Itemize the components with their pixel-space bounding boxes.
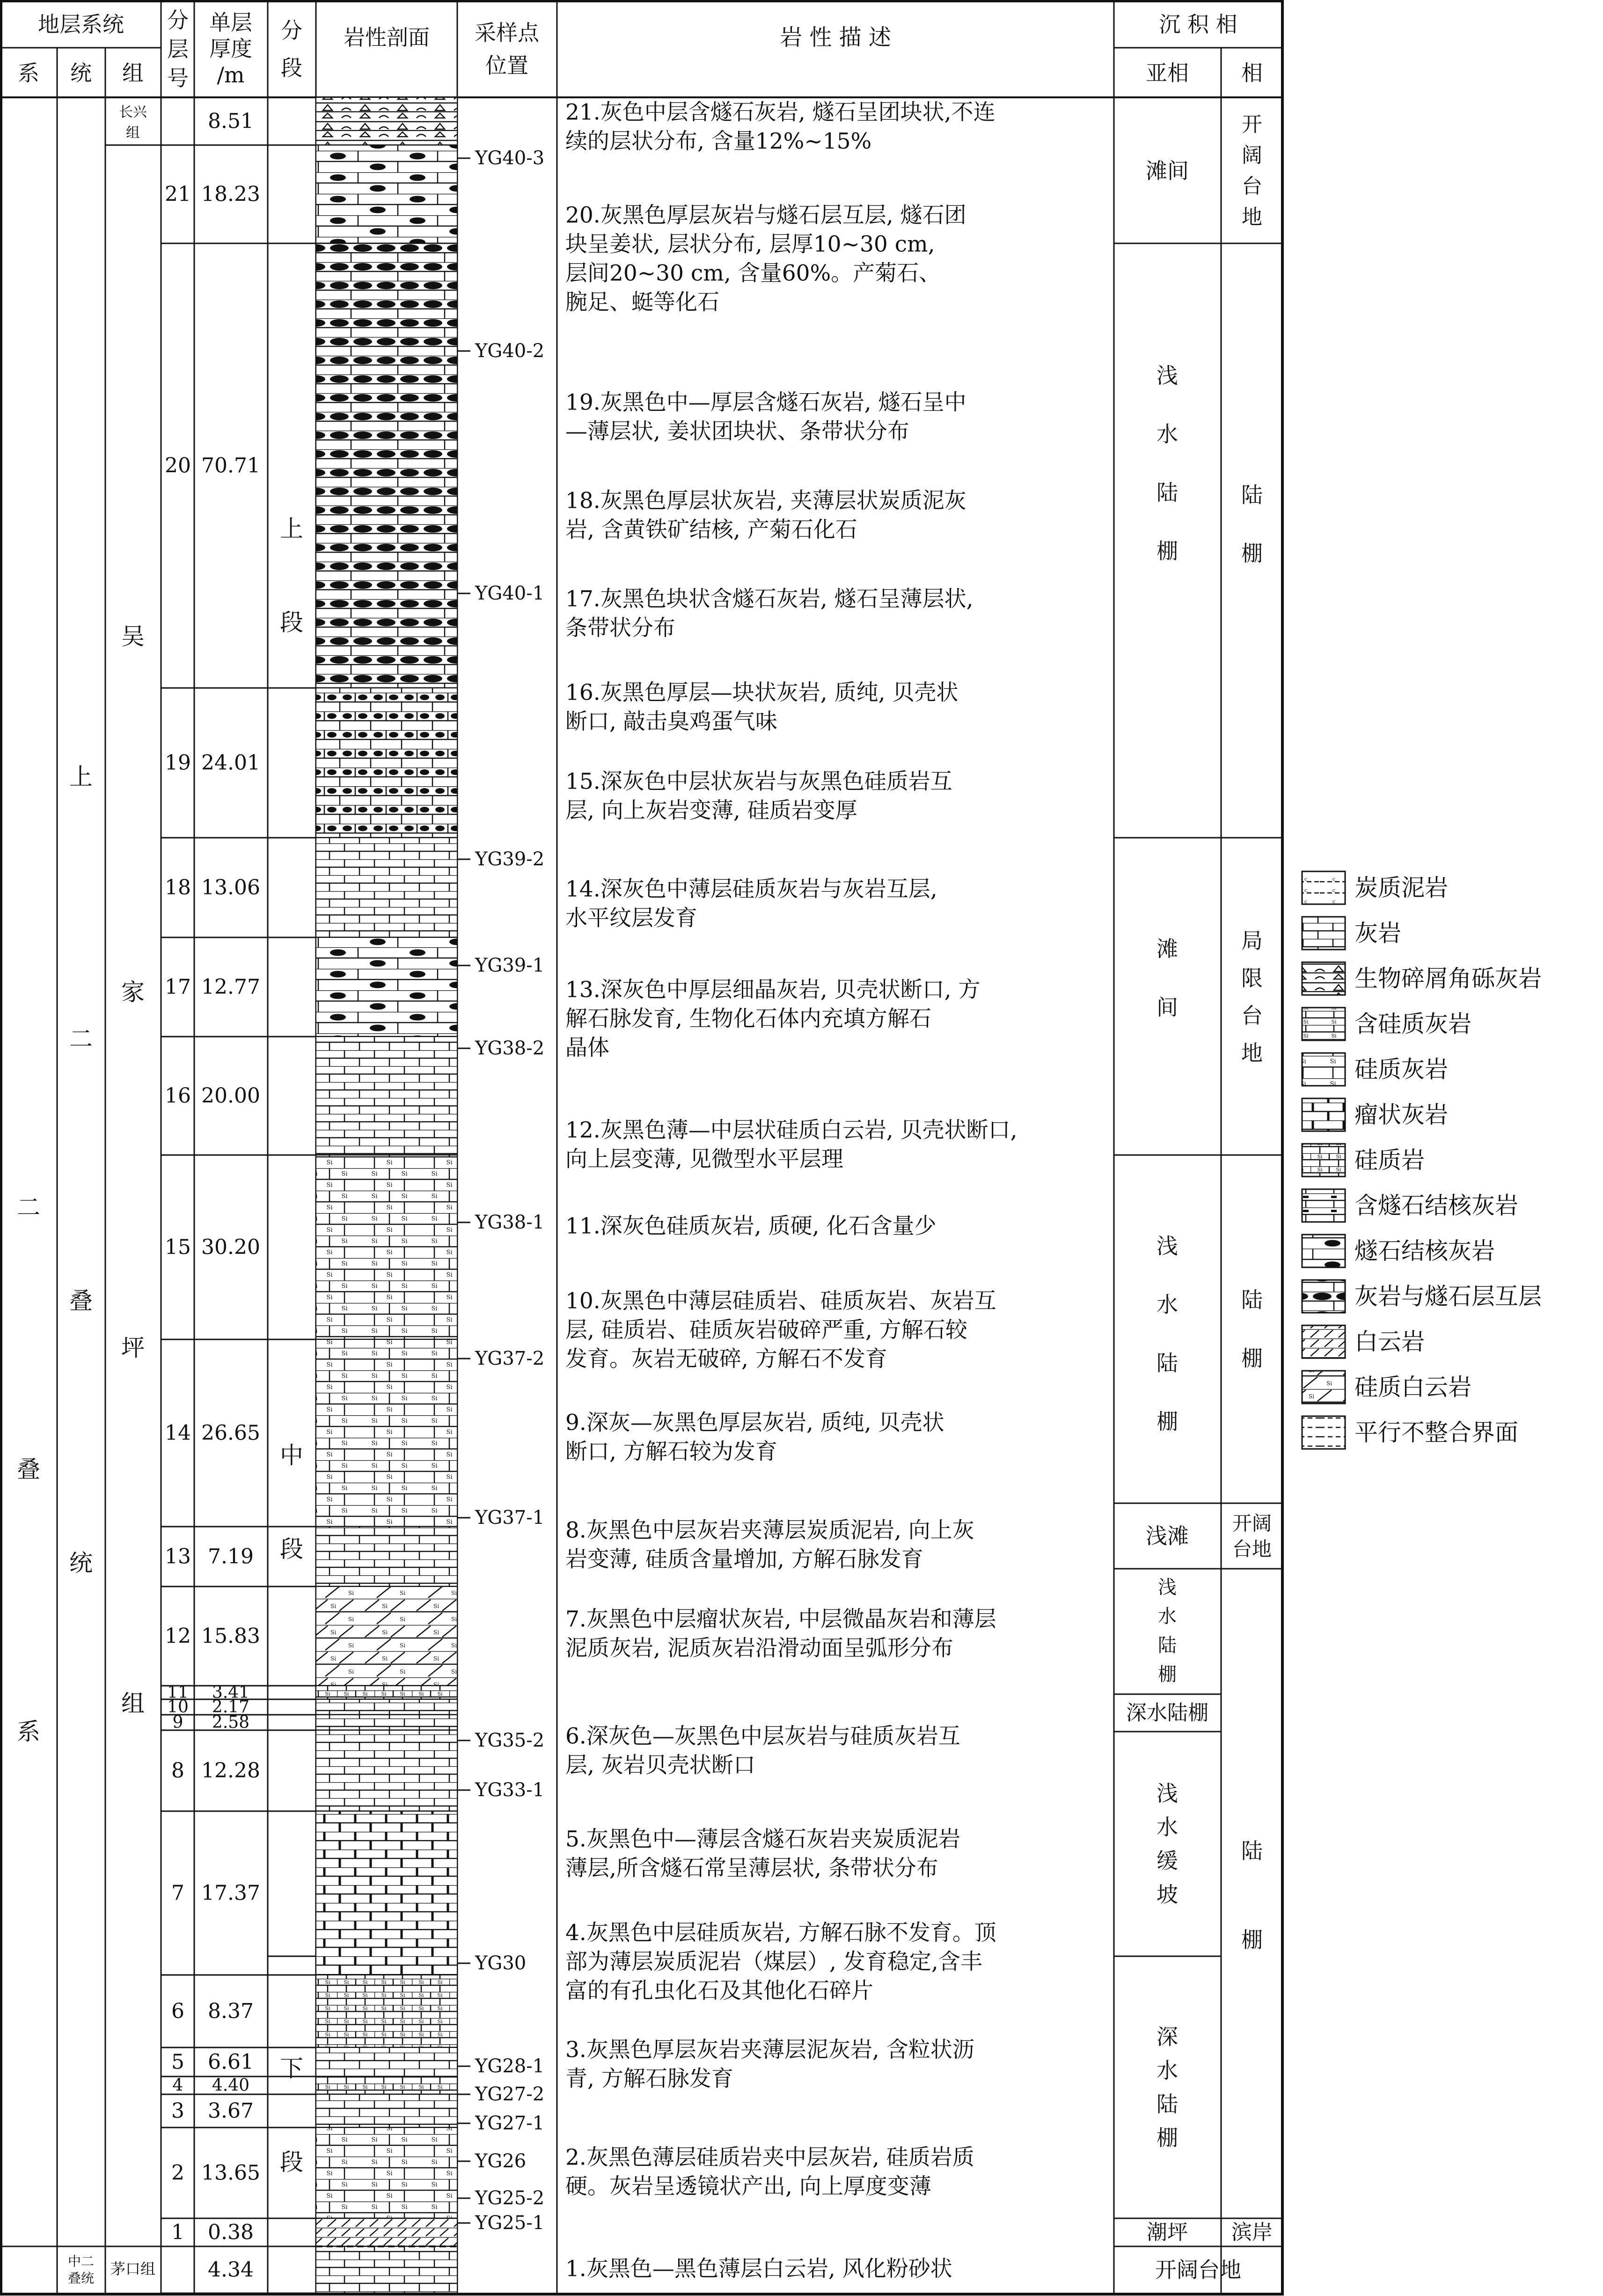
legend-label-dolomite: 白云岩 [1354, 1328, 1425, 1355]
subfacies-shallow-shelf-3-char: 棚 [1158, 1664, 1177, 1685]
sample-YG35-2: YG35-2 [475, 1730, 545, 1751]
lith-layer-21 [316, 145, 457, 243]
lith-layer-1 [316, 2218, 457, 2246]
layer-number: 17 [165, 975, 191, 999]
segment-middle-char: 中 [280, 1442, 303, 1469]
legend-swatch-chert_ls_inter [1302, 1280, 1345, 1313]
header-subdivision-char: 分 [281, 18, 302, 43]
facies-shelf-3-char: 陆 [1241, 1838, 1263, 1864]
header-system: 系 [18, 60, 39, 86]
layer-thickness: 12.77 [201, 975, 260, 999]
layer-thickness: 3.41 [212, 1683, 250, 1702]
header-lith-column: 岩性剖面 [344, 25, 430, 50]
legend-swatch-silic_ls [1302, 1053, 1345, 1086]
series-label-upper-char: 二 [69, 1025, 93, 1053]
formation-wujiaping-char: 坪 [121, 1334, 145, 1361]
sample-YG26: YG26 [475, 2150, 527, 2172]
sample-YG30: YG30 [475, 1952, 527, 1974]
layer-number: 8 [171, 1759, 184, 1783]
layer-thickness: 70.71 [201, 453, 260, 478]
header-thickness-3: /m [217, 62, 245, 88]
formation-wujiaping-char: 吴 [121, 623, 145, 650]
lith-layer-4 [316, 2077, 457, 2094]
subfacies-shallow-shelf-2-char: 水 [1157, 1292, 1178, 1317]
formation-maokou: 茅口组 [110, 2260, 156, 2278]
legend-swatch-carb_mud [1302, 871, 1345, 904]
facies-restricted-platform-char: 台 [1241, 1003, 1263, 1028]
description-17: 条带状分布 [565, 615, 675, 641]
description-3: 3.灰黑色厚层灰岩夹薄层泥灰岩, 含粒状沥 [565, 2037, 974, 2063]
legend-swatch-si_ls [1302, 1008, 1345, 1040]
header-subfacies: 亚相 [1146, 60, 1189, 86]
legend-swatch-unconf [1302, 1416, 1345, 1449]
description-8: 岩变薄, 硅质含量增加, 方解石脉发育 [565, 1546, 923, 1572]
description-18: 18.灰黑色厚层状灰岩, 夹薄层状炭质泥灰 [565, 488, 966, 514]
subfacies-shallow-ramp [1157, 1781, 1178, 1907]
description-20: 层间20~30 cm, 含量60%。产菊石、 [565, 260, 941, 286]
layer-number: 2 [171, 2161, 184, 2185]
lith-layer-x22 [316, 2246, 457, 2293]
lith-layer-2 [316, 2128, 457, 2218]
description-20: 20.灰黑色厚层灰岩与燧石层互层, 燧石团 [565, 202, 966, 228]
lith-layer-20 [316, 243, 457, 688]
legend-label-limestone: 灰岩 [1354, 920, 1401, 947]
subfacies-shallow-ramp-char: 水 [1157, 1814, 1178, 1840]
layer-thickness: 7.19 [208, 1544, 254, 1569]
lith-layer-17 [316, 937, 457, 1037]
layer-number: 10 [167, 1697, 189, 1717]
header-thickness-1: 单层 [209, 10, 252, 35]
facies-restricted-platform-char: 地 [1241, 1040, 1263, 1066]
facies-shelf-2 [1241, 1287, 1263, 1371]
subfacies-shallow-shelf-2-char: 陆 [1157, 1350, 1178, 1376]
facies-shelf-2-char: 棚 [1241, 1345, 1263, 1371]
layer-number: 16 [165, 1084, 191, 1108]
layer-thickness: 15.83 [201, 1624, 260, 1648]
lithology-descriptions [565, 100, 1017, 2282]
layer-thickness: 17.37 [201, 1881, 260, 1905]
subfacies-shallow-shelf-2-char: 浅 [1157, 1233, 1178, 1259]
lith-layer-9 [316, 1715, 457, 1730]
facies-open-platform-2a: 开阔 [1232, 1512, 1272, 1535]
description-7: 7.灰黑色中层瘤状灰岩, 中层微晶灰岩和薄层 [565, 1606, 996, 1632]
legend-swatch-siliceous [1302, 1144, 1345, 1177]
facies-open-platform-1-char: 开 [1242, 112, 1262, 137]
facies-shelf-1-char: 棚 [1241, 541, 1263, 566]
description-5: 5.灰黑色中—薄层含燧石灰岩夹炭质泥岩 [565, 1826, 960, 1852]
series-label-upper [69, 763, 93, 1577]
lith-layer-19 [316, 688, 457, 838]
subfacies-shallow-shelf-2 [1157, 1234, 1178, 1434]
description-7: 泥质灰岩, 泥质灰岩沿滑动面呈弧形分布 [565, 1635, 953, 1661]
facies-shore: 滨岸 [1231, 2220, 1273, 2245]
description-8: 8.灰黑色中层灰岩夹薄层炭质泥岩, 向上灰 [565, 1517, 974, 1543]
header-subdivision-char: 段 [281, 55, 302, 80]
layer-number: 6 [171, 1999, 184, 2023]
legend-label-siliceous: 硅质岩 [1354, 1147, 1425, 1174]
layer-thickness: 3.67 [208, 2099, 254, 2123]
lith-layer-5 [316, 2047, 457, 2077]
layer-number: 20 [165, 453, 191, 478]
header-series: 统 [70, 60, 92, 86]
layer-number: 9 [172, 1713, 183, 1732]
facies-restricted-platform-char: 限 [1241, 965, 1263, 991]
sample-YG38-2: YG38-2 [475, 1038, 545, 1059]
layer-thickness: 24.01 [201, 751, 260, 775]
layer-number: 3 [171, 2099, 184, 2123]
series-label-upper-char: 上 [69, 763, 93, 790]
description-4: 4.灰黑色中层硅质灰岩, 方解石脉不发育。顶 [565, 1920, 996, 1946]
system-label-char: 系 [17, 1718, 40, 1745]
subfacies-shallow-shelf-1 [1157, 363, 1178, 564]
lith-layer-x0 [316, 97, 457, 145]
lith-layer-14 [316, 1339, 457, 1527]
layer-number: 15 [165, 1235, 191, 1259]
layer-thickness: 12.28 [201, 1759, 260, 1783]
sample-YG40-1: YG40-1 [475, 583, 545, 604]
subfacies-shallow-shelf-1-char: 水 [1157, 421, 1178, 447]
subfacies-tanjian-upper: 滩间 [1146, 158, 1189, 183]
layer-thickness: 13.06 [201, 876, 260, 899]
sample-YG27-2: YG27-2 [475, 2084, 545, 2105]
facies-shelf-3 [1241, 1838, 1263, 1952]
segment-middle [280, 1442, 303, 1563]
subfacies-shallow-shelf-3-char: 陆 [1158, 1635, 1177, 1656]
segment-upper [280, 515, 303, 636]
layer-number: 14 [165, 1421, 191, 1445]
lith-layer-6 [316, 1975, 457, 2047]
lith-layer-11 [316, 1686, 457, 1699]
sample-YG25-2: YG25-2 [475, 2187, 545, 2209]
legend [1302, 871, 1542, 1449]
lith-layer-8 [316, 1730, 457, 1811]
sample-YG40-3: YG40-3 [475, 147, 545, 169]
layer-number: 13 [165, 1544, 191, 1569]
header-strat-system: 地层系统 [38, 12, 124, 37]
layer-number: 19 [165, 751, 191, 775]
header-description: 岩 性 描 述 [780, 24, 891, 51]
system-label-char: 叠 [17, 1456, 40, 1483]
subfacies-shallow-shelf-2-char: 棚 [1157, 1409, 1178, 1434]
description-20: 块呈姜状, 层状分布, 层厚10~30 cm, [565, 231, 935, 257]
sample-YG40-2: YG40-2 [475, 340, 545, 362]
segment-upper-char: 上 [280, 515, 303, 542]
description-5: 薄层,所含燧石常呈薄层状, 条带状分布 [565, 1855, 938, 1881]
legend-swatch-limestone [1302, 917, 1345, 950]
lith-layer-7 [316, 1811, 457, 1975]
subfacies-shallow-shelf-1-char: 棚 [1157, 538, 1178, 564]
description-6: 6.深灰色—灰黑色中层灰岩与硅质灰岩互 [565, 1723, 960, 1749]
description-4: 富的有孔虫化石及其他化石碎片 [565, 1978, 873, 2004]
description-16: 断口, 敲击臭鸡蛋气味 [565, 709, 777, 735]
layer-number: 18 [165, 876, 191, 899]
facies-open-platform-2b: 台地 [1232, 1537, 1272, 1561]
sample-YG39-1: YG39-1 [475, 955, 545, 976]
subfacies-deep-shelf-1: 深水陆棚 [1126, 1701, 1208, 1725]
header-layer-no-char: 号 [167, 66, 189, 91]
legend-label-chertnod_ls: 燧石结核灰岩 [1354, 1237, 1495, 1265]
subfacies-deep-shelf-2-char: 水 [1157, 2058, 1178, 2083]
description-2: 2.灰黑色薄层硅质岩夹中层灰岩, 硅质岩质 [565, 2144, 974, 2171]
description-10: 层, 硅质岩、硅质灰岩破碎严重, 方解石较 [565, 1317, 967, 1343]
legend-label-biocl: 生物碎屑角砾灰岩 [1354, 965, 1542, 992]
description-9: 9.深灰—灰黑色厚层灰岩, 质纯, 贝壳状 [565, 1410, 944, 1436]
segment-upper-char: 段 [280, 609, 303, 636]
description-12: 12.灰黑色薄—中层状硅质白云岩, 贝壳状断口, [565, 1117, 1017, 1143]
layer-number: 12 [165, 1624, 191, 1648]
layer-thickness: 30.20 [201, 1235, 260, 1259]
layer-thickness: 2.17 [212, 1697, 250, 1717]
facies-shelf-3-char: 棚 [1241, 1927, 1263, 1952]
legend-swatch-silic_dolo [1302, 1371, 1345, 1404]
description-13: 13.深灰色中厚层细晶灰岩, 贝壳状断口, 方 [565, 977, 981, 1003]
subfacies-deep-shelf-2-char: 棚 [1157, 2125, 1178, 2150]
legend-label-silic_dolo: 硅质白云岩 [1354, 1374, 1471, 1401]
subfacies-deep-shelf-2 [1157, 2024, 1178, 2150]
description-17: 17.灰黑色块状含燧石灰岩, 燧石呈薄层状, [565, 586, 974, 612]
description-19: 19.灰黑色中—厚层含燧石灰岩, 燧石呈中 [565, 389, 966, 416]
lith-layer-3 [316, 2094, 457, 2128]
description-6: 层, 灰岩贝壳状断口 [565, 1752, 755, 1778]
description-2: 硬。灰岩呈透镜状产出, 向上厚度变薄 [565, 2173, 931, 2200]
legend-swatch-nodular_ls [1302, 1098, 1345, 1131]
layer-thickness: 13.65 [201, 2161, 260, 2185]
formation-wujiaping-char: 组 [121, 1690, 145, 1717]
description-14: 水平纹层发育 [565, 905, 697, 931]
description-21: 续的层状分布, 含量12%~15% [565, 128, 872, 154]
header-sample-2: 位置 [485, 53, 528, 78]
header-sample-1: 采样点 [475, 20, 539, 45]
layer-thickness: 4.34 [208, 2258, 254, 2282]
lith-layer-13 [316, 1527, 457, 1587]
header-layer-no-char: 分 [167, 7, 189, 33]
sample-YG38-1: YG38-1 [475, 1212, 545, 1233]
legend-swatch-chert_ls_nod [1302, 1189, 1345, 1222]
series-label-middle-2: 叠统 [67, 2270, 95, 2286]
layer-thickness: 0.38 [208, 2220, 254, 2245]
description-15: 15.深灰色中层状灰岩与灰黑色硅质岩互 [565, 768, 952, 795]
segment-lower-char: 段 [280, 2149, 303, 2176]
layer-thickness: 20.00 [201, 1084, 260, 1108]
layer-thickness: 8.37 [208, 1999, 254, 2023]
sample-YG28-1: YG28-1 [475, 2055, 545, 2077]
legend-label-silic_ls: 硅质灰岩 [1354, 1056, 1448, 1083]
layer-thickness: 18.23 [201, 182, 260, 206]
facies-open-platform-1-char: 台 [1242, 174, 1262, 198]
description-11: 11.深灰色硅质灰岩, 质硬, 化石含量少 [565, 1213, 937, 1239]
series-label-upper-char: 统 [69, 1550, 93, 1577]
description-13: 解石脉发育, 生物化石体内充填方解石 [565, 1006, 931, 1032]
subfacies-tidal-flat: 潮坪 [1147, 2220, 1188, 2245]
description-16: 16.灰黑色厚层—块状灰岩, 质纯, 贝壳状 [565, 680, 959, 706]
header-formation: 组 [122, 60, 144, 86]
sample-YG39-2: YG39-2 [475, 848, 545, 870]
formation-wujiaping-char: 家 [121, 979, 145, 1006]
subfacies-shallow-shelf-3 [1158, 1577, 1177, 1685]
subfacies-shallow-ramp-char: 浅 [1157, 1781, 1178, 1806]
subfacies-shallow-shelf-3-char: 浅 [1158, 1577, 1177, 1598]
series-label-upper-char: 叠 [69, 1287, 93, 1315]
facies-open-platform-1 [1242, 113, 1262, 229]
segment-lower-char: 下 [280, 2055, 303, 2082]
layer-thickness: 26.65 [201, 1421, 260, 1445]
facies-shelf-1-char: 陆 [1241, 482, 1263, 508]
subfacies-tanjian-lower-char: 间 [1157, 994, 1178, 1020]
description-9: 断口, 方解石较为发育 [565, 1439, 777, 1465]
subfacies-shallow-shelf-3-char: 水 [1158, 1606, 1177, 1627]
formation-wujiaping [121, 623, 145, 1717]
legend-label-chert_ls_nod: 含燧石结核灰岩 [1354, 1192, 1518, 1219]
description-13: 晶体 [565, 1035, 609, 1061]
subfacies-shallow-ramp-char: 坡 [1157, 1882, 1178, 1907]
legend-swatch-biocl [1302, 962, 1345, 995]
system-label-char: 二 [17, 1194, 40, 1221]
description-12: 向上层变薄, 见微型水平层理 [565, 1146, 843, 1172]
layer-thickness: 6.61 [208, 2050, 254, 2074]
description-20: 腕足、蜓等化石 [565, 289, 719, 315]
header-facies: 沉 积 相 [1159, 12, 1237, 37]
lith-layer-18 [316, 838, 457, 937]
facies-open-platform-bottom: 开阔台地 [1155, 2257, 1241, 2282]
legend-label-si_ls: 含硅质灰岩 [1354, 1010, 1471, 1038]
facies-restricted-platform-char: 局 [1241, 928, 1263, 953]
segment-middle-char: 段 [280, 1536, 303, 1563]
legend-swatch-dolomite [1302, 1325, 1345, 1358]
header-layer-no-char: 层 [167, 37, 189, 62]
segment-lower [280, 2055, 303, 2176]
description-4: 部为薄层炭质泥岩（煤层）, 发育稳定,含丰 [565, 1949, 982, 1975]
subfacies-tanjian-lower-char: 滩 [1157, 936, 1178, 962]
facies-shelf-2-char: 陆 [1241, 1287, 1263, 1313]
sample-YG27-1: YG27-1 [475, 2113, 545, 2134]
legend-label-chert_ls_inter: 灰岩与燧石层互层 [1354, 1283, 1542, 1310]
facies-open-platform-1-char: 阔 [1242, 143, 1262, 168]
lithology-column [0, 97, 457, 2293]
header-layer-no [167, 7, 189, 91]
lith-layer-15 [316, 1155, 457, 1339]
subfacies-shallow-shelf-1-char: 浅 [1157, 363, 1178, 388]
header-thickness-2: 厚度 [209, 36, 252, 61]
sample-YG33-1: YG33-1 [475, 1779, 545, 1801]
lith-layer-10 [316, 1699, 457, 1715]
layer-thickness: 4.40 [212, 2076, 250, 2095]
description-10: 10.灰黑色中薄层硅质岩、硅质灰岩、灰岩互 [565, 1288, 996, 1314]
header-facies-col: 相 [1241, 60, 1263, 86]
subfacies-shallow-ramp-char: 缓 [1157, 1848, 1178, 1873]
layer-thickness: 2.58 [212, 1713, 250, 1732]
legend-swatch-chertnod_ls [1302, 1235, 1345, 1267]
description-1: 1.灰黑色—黑色薄层白云岩, 风化粉砂状 [565, 2256, 952, 2282]
layer-number: 11 [167, 1683, 189, 1702]
facies-restricted-platform [1241, 928, 1263, 1066]
subfacies-shallow-shelf-1-char: 陆 [1157, 480, 1178, 505]
description-19: —薄层状, 姜状团块状、条带状分布 [565, 418, 909, 445]
sample-YG37-1: YG37-1 [475, 1507, 545, 1528]
description-21: 21.灰色中层含燧石灰岩, 燧石呈团块状,不连 [565, 99, 995, 125]
layer-thickness: 8.51 [208, 109, 254, 133]
formation-changxing-1: 长兴 [119, 104, 147, 121]
subfacies-shoal: 浅滩 [1146, 1523, 1189, 1549]
layer-number: 21 [165, 182, 191, 206]
layer-number: 4 [172, 2076, 183, 2095]
layer-number: 1 [171, 2220, 184, 2245]
description-15: 层, 向上灰岩变薄, 硅质岩变厚 [565, 797, 857, 824]
legend-label-nodular_ls: 瘤状灰岩 [1354, 1101, 1448, 1128]
description-3: 青, 方解石脉发育 [565, 2066, 733, 2092]
facies-shelf-1 [1241, 483, 1263, 566]
sample-YG25-1: YG25-1 [475, 2212, 545, 2234]
legend-label-unconf: 平行不整合界面 [1354, 1419, 1518, 1446]
formation-changxing-2: 组 [126, 124, 140, 141]
subfacies-deep-shelf-2-char: 深 [1157, 2024, 1178, 2049]
layer-number: 7 [171, 1881, 184, 1905]
lith-layer-16 [316, 1037, 457, 1155]
description-18: 岩, 含黄铁矿结核, 产菊石化石 [565, 517, 857, 543]
system-label [17, 1194, 40, 1745]
description-14: 14.深灰色中薄层硅质灰岩与灰岩互层, [565, 876, 937, 902]
lith-layer-12 [316, 1587, 457, 1686]
subfacies-tanjian-lower [1157, 936, 1178, 1020]
sample-points [457, 147, 544, 2234]
facies-open-platform-1-char: 地 [1242, 205, 1262, 229]
description-10: 发育。灰岩无破碎, 方解石不发育 [565, 1346, 887, 1372]
layer-number: 5 [171, 2050, 184, 2074]
subfacies-deep-shelf-2-char: 陆 [1157, 2091, 1178, 2117]
sample-YG37-2: YG37-2 [475, 1348, 545, 1369]
series-label-middle-1: 中二 [67, 2253, 95, 2269]
legend-label-carb_mud: 炭质泥岩 [1354, 874, 1448, 901]
header-subdivision [281, 18, 302, 80]
